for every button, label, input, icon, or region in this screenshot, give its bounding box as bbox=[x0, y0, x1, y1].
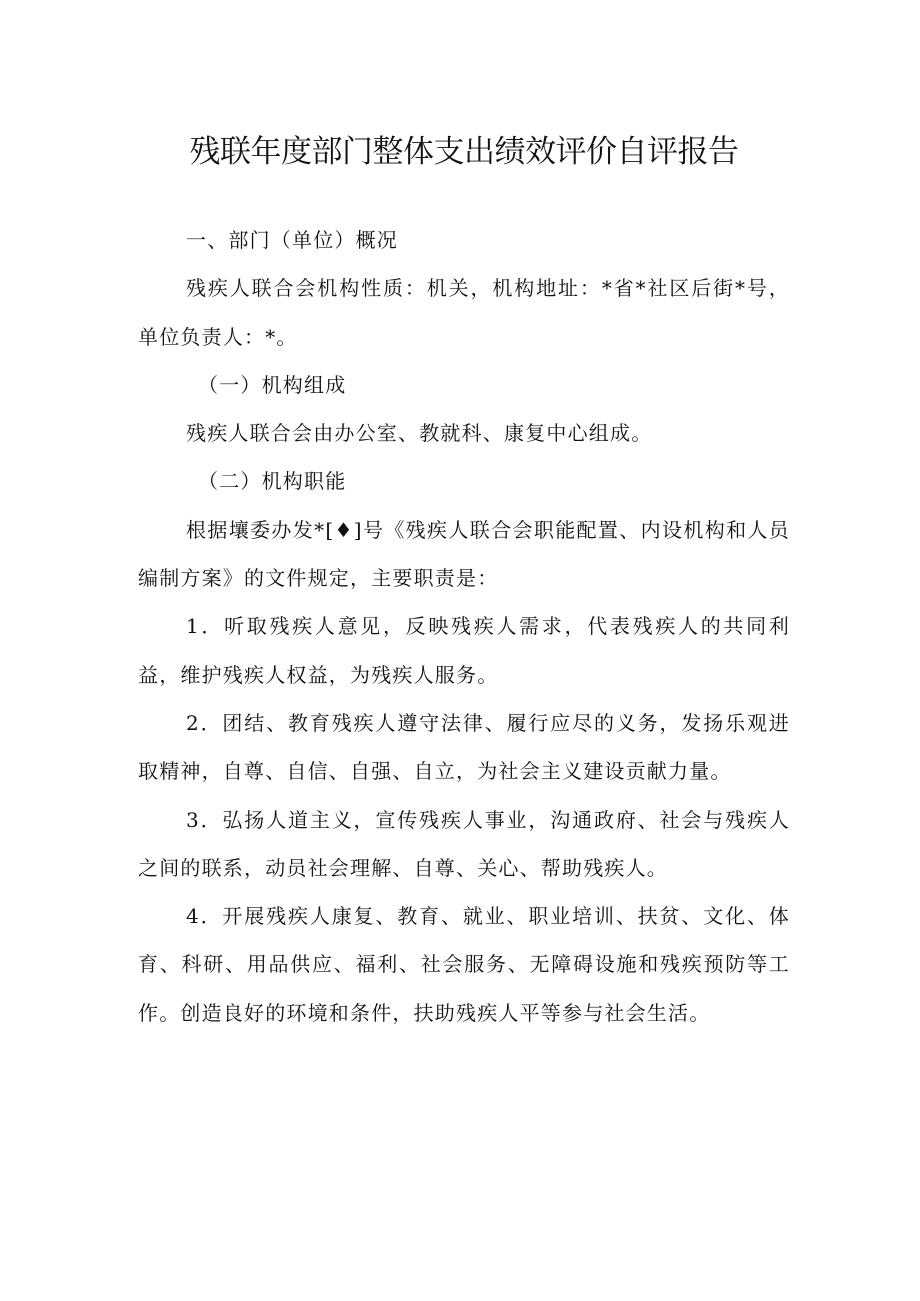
document-title: 残联年度部门整体支出绩效评价自评报告 bbox=[189, 134, 739, 170]
document-body bbox=[138, 216, 790, 1037]
subsection-heading-functions: （二）机构职能 bbox=[198, 469, 347, 494]
section-heading-overview: 一、部门（单位）概况 bbox=[186, 228, 398, 252]
duty-item-1: 1．听取残疾人意见，反映残疾人需求，代表残疾人的共同利益，维护残疾人权益，为残疾人服务。 bbox=[138, 614, 790, 687]
duty-item-3: 3．弘扬人道主义，宣传残疾人事业，沟通政府、社会与残疾人之间的联系，动员社会理解、自尊、关心、帮助残疾人。 bbox=[138, 807, 790, 880]
duty-item-4: 4．开展残疾人康复、教育、就业、职业培训、扶贫、文化、体育、科研、用品供应、福利、社会服务、无障碍设施和残疾预防等工作。创造良好的环境和条件，扶助残疾人平等参与社会生活。 bbox=[138, 904, 790, 1025]
composition-paragraph: 残疾人联合会由办公室、教就科、康复中心组成。 bbox=[186, 421, 653, 446]
overview-paragraph: 残疾人联合会机构性质：机关，机构地址：*省*社区后街*号，单位负责人：*。 bbox=[138, 276, 790, 349]
subsection-heading-composition: （一）机构组成 bbox=[198, 372, 347, 397]
functions-intro-paragraph: 根据壤委办发*[♦]号《残疾人联合会职能配置、内设机构和人员编制方案》的文件规定，主要职责是： bbox=[138, 517, 790, 591]
duty-item-2: 2．团结、教育残疾人遵守法律、履行应尽的义务，发扬乐观进取精神，自尊、自信、自强、自立，为社会主义建设贡献力量。 bbox=[138, 710, 790, 784]
